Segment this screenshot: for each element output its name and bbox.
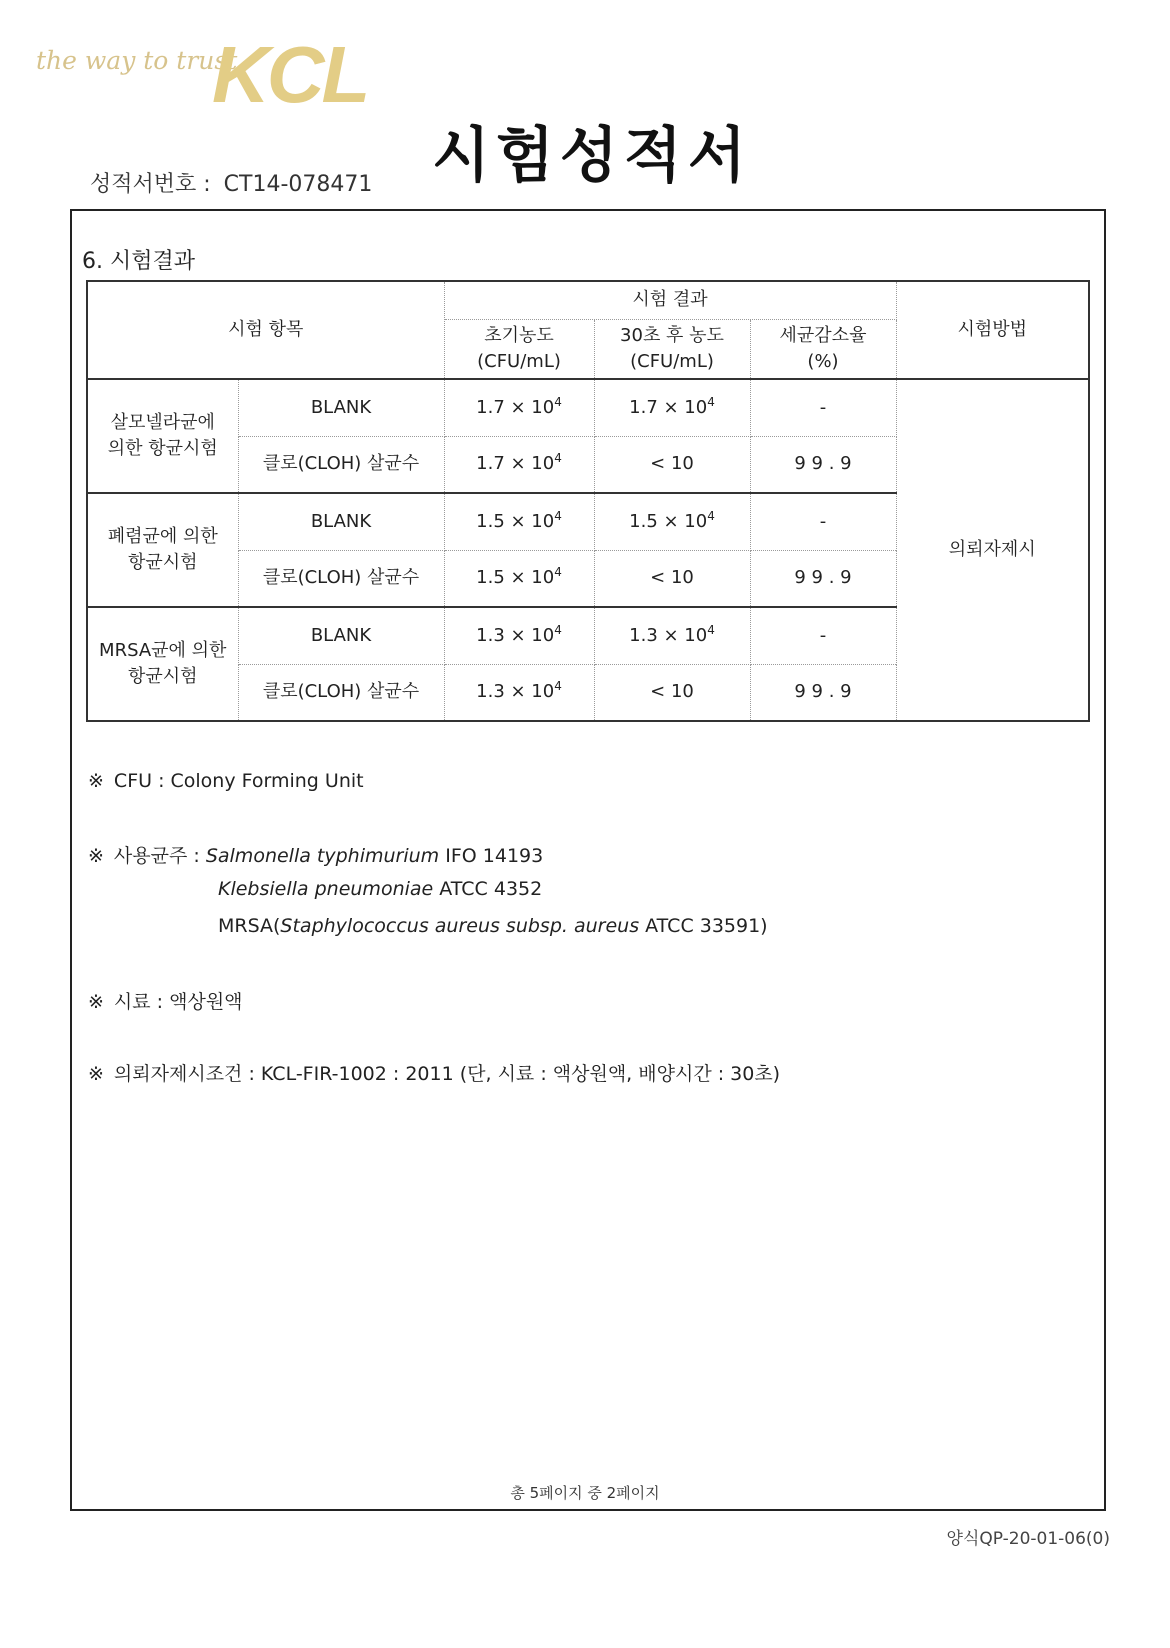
after-conc: $1.3 \times 10^4$ (594, 607, 750, 664)
strain-name: Salmonella typhimurium (205, 845, 440, 867)
note-mark: ※ (88, 1063, 104, 1085)
results-table (86, 280, 1090, 722)
strain-id: IFO 14193 (445, 845, 544, 867)
cert-no-label: 성적서번호 : (90, 172, 211, 197)
sample-name: BLANK (238, 607, 444, 664)
logo-tagline: the way to trust (36, 46, 238, 75)
initial-conc: $1.3 \times 10^4$ (444, 664, 594, 721)
page-info: 총 5페이지 중 2페이지 (510, 1484, 660, 1502)
reduction-rate: - (750, 379, 896, 436)
header-test-method: 시험방법 (896, 281, 1089, 379)
group-name: MRSA균에 의한 항균시험 (87, 607, 238, 721)
method-value: 의뢰자제시 (896, 379, 1089, 721)
initial-conc: $1.3 \times 10^4$ (444, 607, 594, 664)
logo-mark: KCL (212, 30, 368, 119)
table-row (87, 379, 1089, 436)
sample-name: BLANK (238, 379, 444, 436)
initial-conc: $1.7 \times 10^4$ (444, 436, 594, 493)
strain-id: ATCC 33591) (645, 915, 768, 937)
strain-name: Klebsiella pneumoniae (218, 878, 434, 900)
note-sample: ※ 시료 : 액상원액 (88, 991, 243, 1013)
kcl-logo (36, 30, 368, 120)
after-conc: < 10 (594, 436, 750, 493)
note-mark: ※ (88, 991, 104, 1013)
after-conc: < 10 (594, 550, 750, 607)
reduction-rate: 9 9 . 9 (750, 664, 896, 721)
certificate-number (90, 167, 372, 198)
section-title: 6. 시험결과 (82, 249, 195, 274)
reduction-rate: 9 9 . 9 (750, 436, 896, 493)
strain-name: Staphylococcus aureus subsp. aureus (280, 915, 640, 937)
header-30s-conc: 30초 후 농도 (CFU/mL) (594, 319, 750, 379)
header-test-item: 시험 항목 (87, 281, 444, 379)
header-initial-conc: 초기농도 (CFU/mL) (444, 319, 594, 379)
sample-name: 클로(CLOH) 살균수 (238, 550, 444, 607)
reduction-rate: - (750, 493, 896, 550)
strain-id: ATCC 4352 (439, 878, 543, 900)
after-conc: $1.7 \times 10^4$ (594, 379, 750, 436)
header-reduction: 세균감소율 (%) (750, 319, 896, 379)
group-name: 폐렴균에 의한 항균시험 (87, 493, 238, 607)
initial-conc: $1.5 \times 10^4$ (444, 550, 594, 607)
group-name: 살모넬라균에 의한 항균시험 (87, 379, 238, 493)
sample-name: BLANK (238, 493, 444, 550)
document-title: 시험성적서 (432, 121, 752, 191)
note-mark: ※ (88, 770, 104, 792)
cert-no-value: CT14-078471 (223, 172, 373, 197)
after-conc: < 10 (594, 664, 750, 721)
header-test-result: 시험 결과 (444, 281, 896, 319)
note-condition: ※ 의뢰자제시조건 : KCL-FIR-1002 : 2011 (단, 시료 : 액상원액, 배양시간 : 30초) (88, 1063, 781, 1085)
note-cfu: ※ CFU : Colony Forming Unit (88, 770, 364, 792)
initial-conc: $1.7 \times 10^4$ (444, 379, 594, 436)
reduction-rate: - (750, 607, 896, 664)
note-strain-2 (218, 878, 542, 900)
note-strains: ※ 사용균주 : Salmonella typhimurium IFO 14193 (88, 845, 544, 867)
note-strain-3: MRSA(Staphylococcus aureus subsp. aureus ATCC 33591) (218, 915, 768, 937)
form-number: 양식QP-20-01-06(0) (946, 1529, 1110, 1549)
initial-conc: $1.5 \times 10^4$ (444, 493, 594, 550)
reduction-rate: 9 9 . 9 (750, 550, 896, 607)
sample-name: 클로(CLOH) 살균수 (238, 664, 444, 721)
after-conc: $1.5 \times 10^4$ (594, 493, 750, 550)
sample-name: 클로(CLOH) 살균수 (238, 436, 444, 493)
note-mark: ※ (88, 845, 104, 867)
